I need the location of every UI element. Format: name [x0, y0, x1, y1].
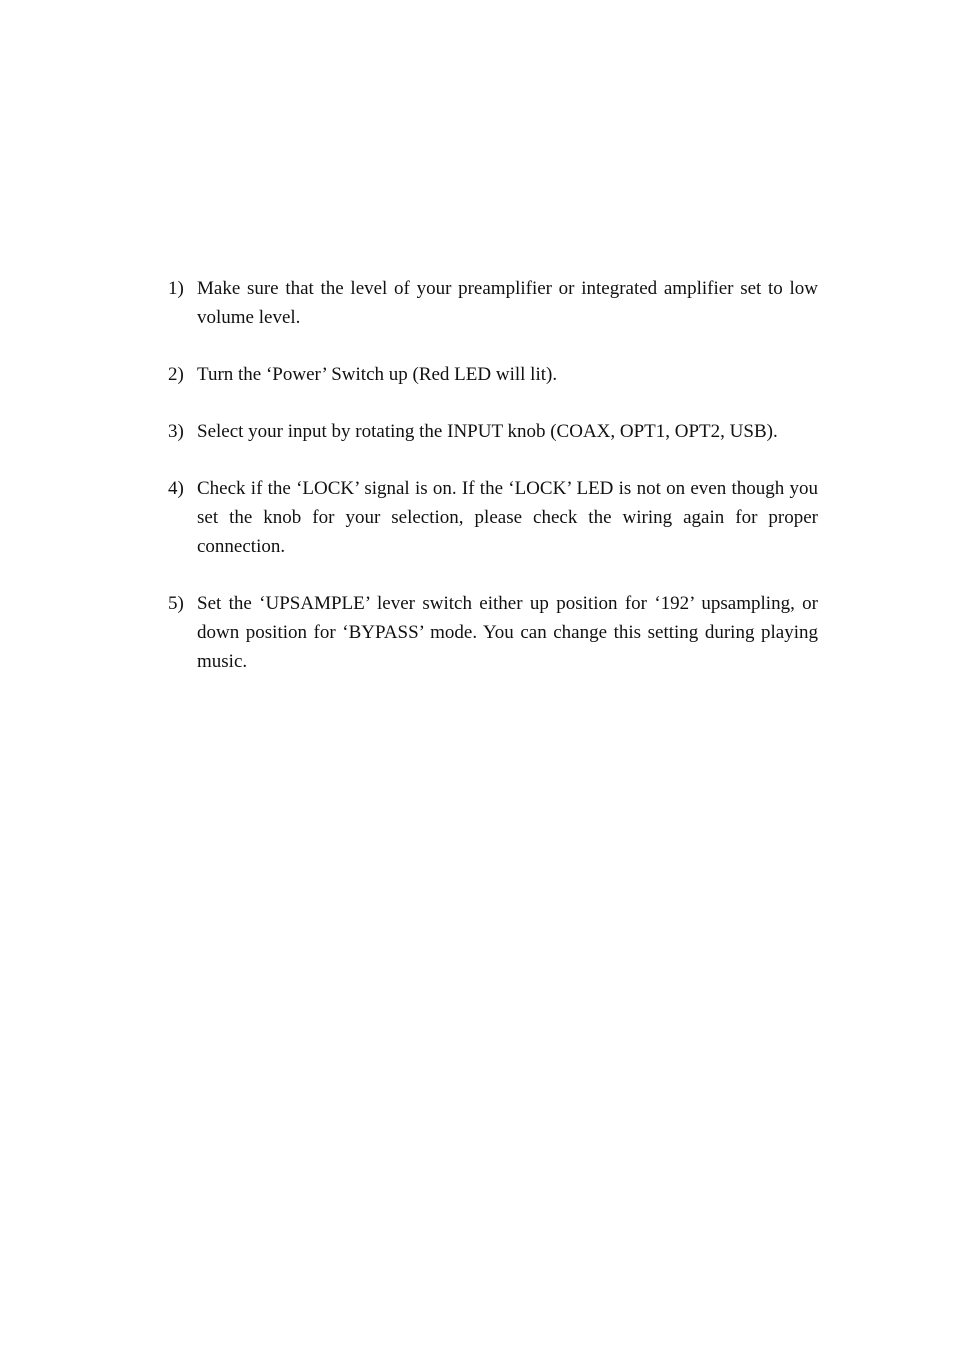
step-text: Select your input by rotating the INPUT knob (COAX, OPT1, OPT2, USB). — [197, 421, 778, 442]
list-item — [168, 589, 818, 676]
step-text: Make sure that the level of your preamplifier or integrated amplifier set to low volume level. — [197, 278, 818, 328]
step-number: 2) — [168, 364, 184, 385]
step-number: 1) — [168, 278, 184, 299]
list-item — [168, 274, 818, 332]
step-number: 4) — [168, 478, 184, 499]
setup-steps-list — [168, 274, 818, 704]
list-item — [168, 417, 818, 446]
list-item — [168, 474, 818, 561]
step-text: Turn the ‘Power’ Switch up (Red LED will lit). — [197, 364, 558, 385]
list-item — [168, 360, 818, 389]
step-text: Check if the ‘LOCK’ signal is on. If the ‘LOCK’ LED is not on even though you set the knob for your selection, please check the wiring again for proper connection. — [197, 478, 818, 557]
step-text: Set the ‘UPSAMPLE’ lever switch either up position for ‘192’ upsampling, or down position for ‘BYPASS’ mode. You can change this setting during playing music. — [197, 593, 818, 672]
step-number: 5) — [168, 593, 184, 614]
step-number: 3) — [168, 421, 184, 442]
